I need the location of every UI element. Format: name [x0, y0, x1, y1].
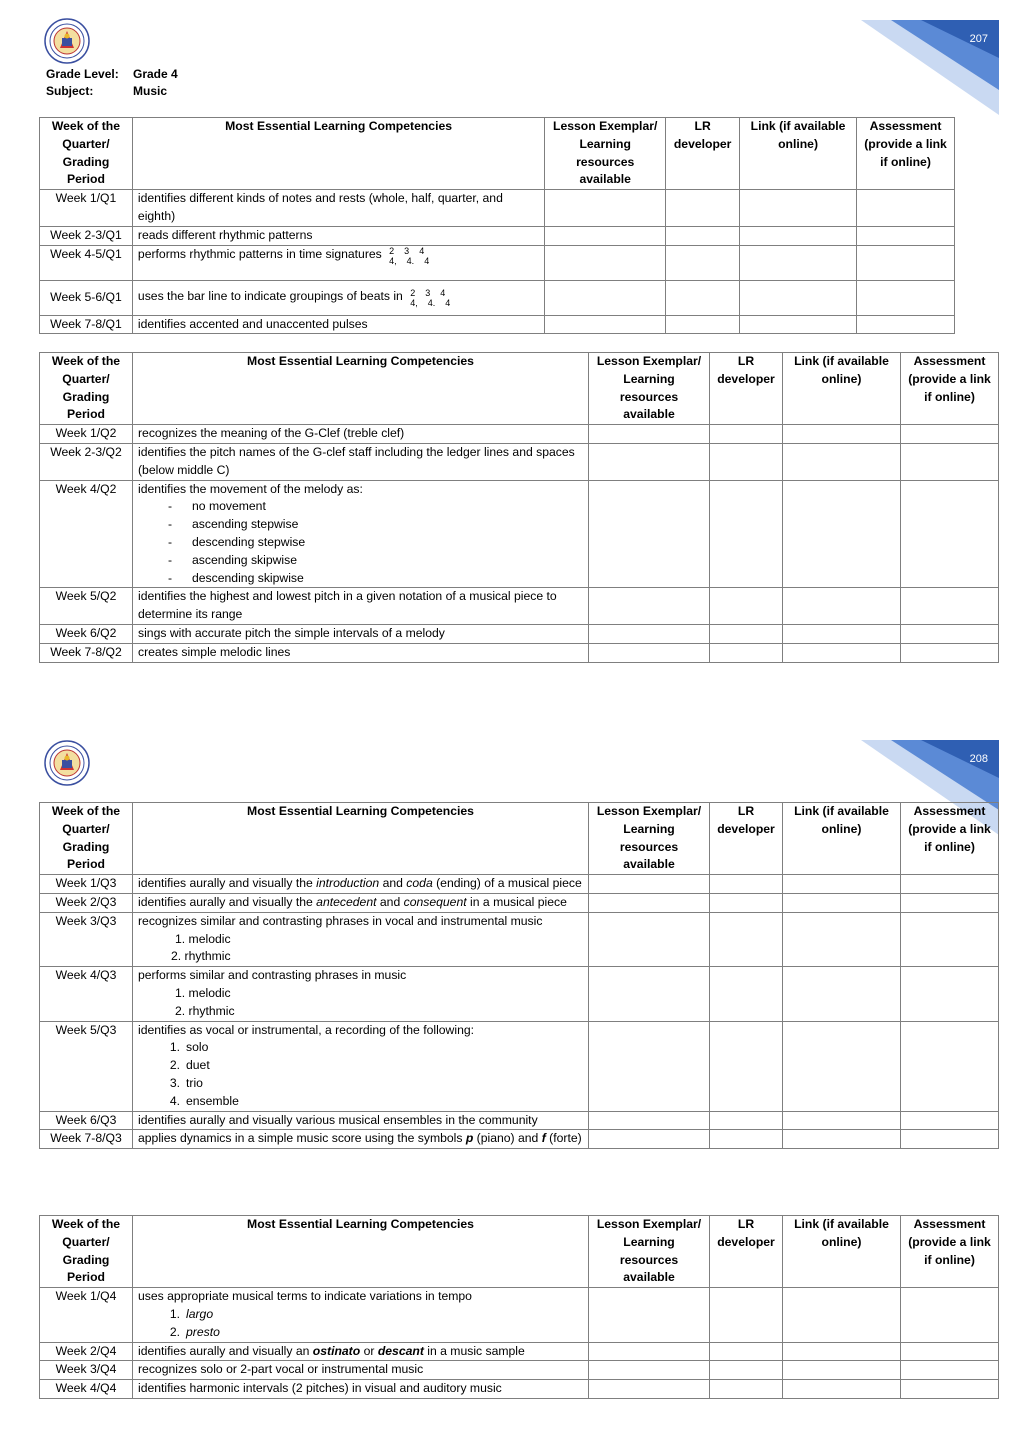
list-item: - no movement [168, 499, 266, 514]
lesson-cell [589, 875, 710, 894]
list-item: - descending skipwise [168, 570, 304, 585]
competency-cell: recognizes the meaning of the G-Clef (treble clef) [133, 425, 589, 444]
competency-cell: identifies aurally and visually the antecedent and consequent in a musical piece [133, 893, 589, 912]
ts-bottom: 4, [410, 297, 418, 308]
lesson-cell [589, 893, 710, 912]
lesson-cell [589, 443, 710, 480]
competency-text: identifies the movement of the melody as: [138, 481, 363, 496]
subject-value: Music [133, 84, 168, 98]
link-cell [783, 1361, 901, 1380]
assessment-cell [857, 280, 955, 315]
competency-cell: identifies as vocal or instrumental, a recording of the following: 1. solo 2. duet 3. trio 4. ensemble [133, 1021, 589, 1111]
assessment-cell [901, 1361, 999, 1380]
header-link: Link (if available online) [783, 803, 901, 875]
lr-cell [710, 643, 783, 662]
ts-bottom: 4. [406, 255, 415, 266]
lesson-cell [589, 1380, 710, 1399]
ts-top: 2 [389, 245, 395, 256]
lesson-cell [589, 912, 710, 966]
competency-cell [133, 480, 589, 588]
table-row [40, 967, 999, 1021]
time-signatures [389, 246, 429, 266]
link-cell [783, 643, 901, 662]
list-item: 1. largo [169, 1306, 214, 1321]
competency-cell: reads different rhythmic patterns [132, 226, 544, 245]
link-cell [783, 443, 901, 480]
lesson-cell [589, 588, 710, 625]
list-item: 3. trio [169, 1075, 203, 1090]
week-cell: Week 5/Q2 [40, 588, 133, 625]
link-cell [740, 226, 857, 245]
header-assessment: Assessment (provide a link if online) [857, 118, 955, 190]
lr-cell [666, 190, 740, 227]
link-cell [783, 1111, 901, 1130]
header-week: Week of the Quarter/ Grading Period [40, 1216, 133, 1288]
lesson-cell [589, 425, 710, 444]
lesson-cell [589, 643, 710, 662]
deped-seal-icon [44, 18, 90, 64]
list-item: - ascending skipwise [168, 552, 298, 567]
q1-competency-table [39, 117, 955, 334]
table-row [40, 315, 955, 334]
lr-cell [710, 1342, 783, 1361]
table-row [40, 1288, 999, 1342]
table-row [40, 280, 955, 315]
assessment-cell [901, 912, 999, 966]
header-link: Link (if available online) [740, 118, 857, 190]
assessment-cell [857, 226, 955, 245]
link-cell [740, 315, 857, 334]
week-cell: Week 5-6/Q1 [40, 280, 133, 315]
ts-top: 4 [440, 287, 446, 298]
header-lr: LR developer [666, 118, 740, 190]
header-lesson: Lesson Exemplar/ Learning resources available [589, 1216, 710, 1288]
table-row [40, 893, 999, 912]
header-week: Week of the Quarter/ Grading Period [40, 803, 133, 875]
header-link: Link (if available online) [783, 1216, 901, 1288]
list-item: 2. rhythmic [175, 1003, 235, 1018]
week-cell: Week 1/Q2 [40, 425, 133, 444]
link-cell [783, 893, 901, 912]
header-assessment: Assessment (provide a link if online) [901, 803, 999, 875]
document-meta [46, 66, 178, 100]
week-cell: Week 7-8/Q3 [40, 1130, 133, 1149]
list-item: - ascending stepwise [168, 517, 299, 532]
competency-cell: recognizes similar and contrasting phrases in vocal and instrumental music 1. melodic 2. rhythmic [133, 912, 589, 966]
link-cell [783, 1342, 901, 1361]
table-row [40, 1342, 999, 1361]
table-row [40, 875, 999, 894]
lr-cell [710, 1361, 783, 1380]
link-cell [783, 912, 901, 966]
lr-cell [710, 588, 783, 625]
lesson-cell [589, 967, 710, 1021]
lr-cell [666, 226, 740, 245]
assessment-cell [901, 480, 999, 588]
table-row [40, 443, 999, 480]
assessment-cell [901, 588, 999, 625]
competency-cell: performs similar and contrasting phrases in music 1. melodic 2. rhythmic [133, 967, 589, 1021]
ts-bottom: 4 [445, 297, 451, 308]
header-week: Week of the Quarter/ Grading Period [40, 118, 133, 190]
lesson-cell [545, 226, 666, 245]
link-cell [783, 1288, 901, 1342]
table-row [40, 425, 999, 444]
table-row [40, 245, 955, 280]
lr-cell [666, 315, 740, 334]
lesson-cell [589, 1021, 710, 1111]
header-melc: Most Essential Learning Competencies [133, 803, 589, 875]
lesson-cell [545, 245, 666, 280]
week-cell: Week 4/Q2 [40, 480, 133, 588]
competency-cell: identifies aurally and visually various musical ensembles in the community [133, 1111, 589, 1130]
link-cell [783, 1021, 901, 1111]
lr-cell [710, 1111, 783, 1130]
table-row [40, 912, 999, 966]
page-207 [0, 0, 1024, 720]
ts-top: 2 [410, 287, 416, 298]
lesson-cell [545, 190, 666, 227]
assessment-cell [901, 1342, 999, 1361]
list-item: 1. solo [169, 1040, 209, 1055]
assessment-cell [857, 245, 955, 280]
lr-cell [710, 1021, 783, 1111]
header-lesson: Lesson Exemplar/ Learning resources available [589, 803, 710, 875]
lr-cell [710, 480, 783, 588]
assessment-cell [901, 624, 999, 643]
ts-top: 3 [404, 245, 410, 256]
competency-cell: identifies accented and unaccented pulses [132, 315, 544, 334]
assessment-cell [901, 1288, 999, 1342]
week-cell: Week 2/Q4 [40, 1342, 133, 1361]
lr-cell [710, 1380, 783, 1399]
competency-cell: uses appropriate musical terms to indicate variations in tempo 1. largo 2. presto [133, 1288, 589, 1342]
competency-cell: identifies the highest and lowest pitch in a given notation of a musical piece to determine its range [133, 588, 589, 625]
ts-top: 3 [425, 287, 431, 298]
lr-cell [710, 875, 783, 894]
week-cell: Week 5/Q3 [40, 1021, 133, 1111]
week-cell: Week 4/Q4 [40, 1380, 133, 1399]
table-header-row [40, 1216, 999, 1288]
table-row [40, 226, 955, 245]
table-row [40, 1380, 999, 1399]
lesson-cell [545, 280, 666, 315]
header-lesson: Lesson Exemplar/ Learning resources available [545, 118, 666, 190]
competency-text: performs rhythmic patterns in time signatures [137, 246, 382, 261]
table-header-row [40, 118, 955, 190]
list-item: 1. melodic [175, 931, 231, 946]
week-cell: Week 3/Q3 [40, 912, 133, 966]
list-item: 1. melodic [175, 985, 231, 1000]
q4-competency-table [39, 1215, 999, 1399]
table-header-row [40, 353, 999, 425]
list-item: 4. ensemble [169, 1093, 239, 1108]
header-melc: Most Essential Learning Competencies [132, 118, 544, 190]
ts-bottom: 4 [424, 255, 430, 266]
table-row [40, 1130, 999, 1149]
assessment-cell [901, 893, 999, 912]
assessment-cell [857, 190, 955, 227]
week-cell: Week 2-3/Q2 [40, 443, 133, 480]
competency-cell: sings with accurate pitch the simple intervals of a melody [133, 624, 589, 643]
lr-cell [710, 624, 783, 643]
header-link: Link (if available online) [783, 353, 901, 425]
lesson-cell [589, 1342, 710, 1361]
list-item: 2. presto [169, 1324, 220, 1339]
link-cell [783, 967, 901, 1021]
assessment-cell [901, 1021, 999, 1111]
assessment-cell [901, 1130, 999, 1149]
week-cell: Week 2/Q3 [40, 893, 133, 912]
competency-cell [132, 245, 544, 280]
competency-cell: applies dynamics in a simple music score using the symbols p (piano) and f (forte) [133, 1130, 589, 1149]
link-cell [783, 1130, 901, 1149]
competency-cell: identifies harmonic intervals (2 pitches) in visual and auditory music [133, 1380, 589, 1399]
link-cell [740, 245, 857, 280]
list-item: - descending stepwise [168, 534, 306, 549]
assessment-cell [901, 443, 999, 480]
week-cell: Week 1/Q1 [40, 190, 133, 227]
assessment-cell [901, 1380, 999, 1399]
assessment-cell [901, 643, 999, 662]
lesson-cell [589, 1288, 710, 1342]
competency-cell: creates simple melodic lines [133, 643, 589, 662]
ts-top: 4 [419, 245, 425, 256]
subject-label: Subject: [46, 84, 94, 98]
header-assessment: Assessment (provide a link if online) [901, 1216, 999, 1288]
table-row [40, 624, 999, 643]
lr-cell [710, 912, 783, 966]
link-cell [740, 280, 857, 315]
assessment-cell [901, 1111, 999, 1130]
link-cell [783, 1380, 901, 1399]
lr-cell [710, 1130, 783, 1149]
competency-text: uses the bar line to indicate groupings of beats in [137, 288, 403, 303]
header-melc: Most Essential Learning Competencies [133, 1216, 589, 1288]
table-row [40, 1021, 999, 1111]
grade-label: Grade Level: [46, 67, 119, 81]
lr-cell [710, 1288, 783, 1342]
lesson-cell [589, 480, 710, 588]
header-assessment: Assessment (provide a link if online) [901, 353, 999, 425]
assessment-cell [901, 425, 999, 444]
week-cell: Week 7-8/Q2 [40, 643, 133, 662]
week-cell: Week 4/Q3 [40, 967, 133, 1021]
link-cell [783, 624, 901, 643]
table-row [40, 480, 999, 588]
week-cell: Week 6/Q3 [40, 1111, 133, 1130]
table-row [40, 1111, 999, 1130]
lr-cell [710, 967, 783, 1021]
time-signatures [410, 288, 450, 308]
header-lr: LR developer [710, 1216, 783, 1288]
table-header-row [40, 803, 999, 875]
week-cell: Week 2-3/Q1 [40, 226, 133, 245]
lesson-cell [589, 1130, 710, 1149]
lr-cell [710, 425, 783, 444]
lesson-cell [589, 1361, 710, 1380]
lesson-cell [545, 315, 666, 334]
link-cell [783, 588, 901, 625]
competency-cell: recognizes solo or 2-part vocal or instrumental music [133, 1361, 589, 1380]
q2-competency-table [39, 352, 999, 663]
lr-cell [666, 245, 740, 280]
lr-cell [710, 443, 783, 480]
page-number: 208 [969, 753, 988, 765]
header-week: Week of the Quarter/ Grading Period [40, 353, 133, 425]
grade-value: Grade 4 [133, 67, 178, 81]
week-cell: Week 1/Q3 [40, 875, 133, 894]
competency-cell [132, 280, 544, 315]
link-cell [783, 875, 901, 894]
lesson-cell [589, 624, 710, 643]
week-cell: Week 1/Q4 [40, 1288, 133, 1342]
week-cell: Week 4-5/Q1 [40, 245, 133, 280]
ts-bottom: 4, [389, 255, 397, 266]
assessment-cell [857, 315, 955, 334]
header-lr: LR developer [710, 803, 783, 875]
q3-competency-table [39, 802, 999, 1149]
link-cell [783, 425, 901, 444]
week-cell: Week 3/Q4 [40, 1361, 133, 1380]
lesson-cell [589, 1111, 710, 1130]
competency-cell: identifies aurally and visually the introduction and coda (ending) of a musical piece [133, 875, 589, 894]
week-cell: Week 7-8/Q1 [40, 315, 133, 334]
header-lr: LR developer [710, 353, 783, 425]
table-row [40, 190, 955, 227]
lr-cell [710, 893, 783, 912]
competency-cell: identifies aurally and visually an ostinato or descant in a music sample [133, 1342, 589, 1361]
lr-cell [666, 280, 740, 315]
competency-cell: identifies different kinds of notes and rests (whole, half, quarter, and eighth) [132, 190, 544, 227]
assessment-cell [901, 875, 999, 894]
table-row [40, 1361, 999, 1380]
header-melc: Most Essential Learning Competencies [133, 353, 589, 425]
competency-cell: identifies the pitch names of the G-clef staff including the ledger lines and spaces (below middle C) [133, 443, 589, 480]
list-item: 2. rhythmic [171, 949, 231, 964]
link-cell [740, 190, 857, 227]
table-row [40, 588, 999, 625]
header-lesson: Lesson Exemplar/ Learning resources available [589, 353, 710, 425]
table-row [40, 643, 999, 662]
list-item: 2. duet [169, 1058, 210, 1073]
page-number: 207 [969, 33, 988, 45]
deped-seal-icon [44, 740, 90, 786]
ts-bottom: 4. [427, 297, 436, 308]
week-cell: Week 6/Q2 [40, 624, 133, 643]
link-cell [783, 480, 901, 588]
assessment-cell [901, 967, 999, 1021]
